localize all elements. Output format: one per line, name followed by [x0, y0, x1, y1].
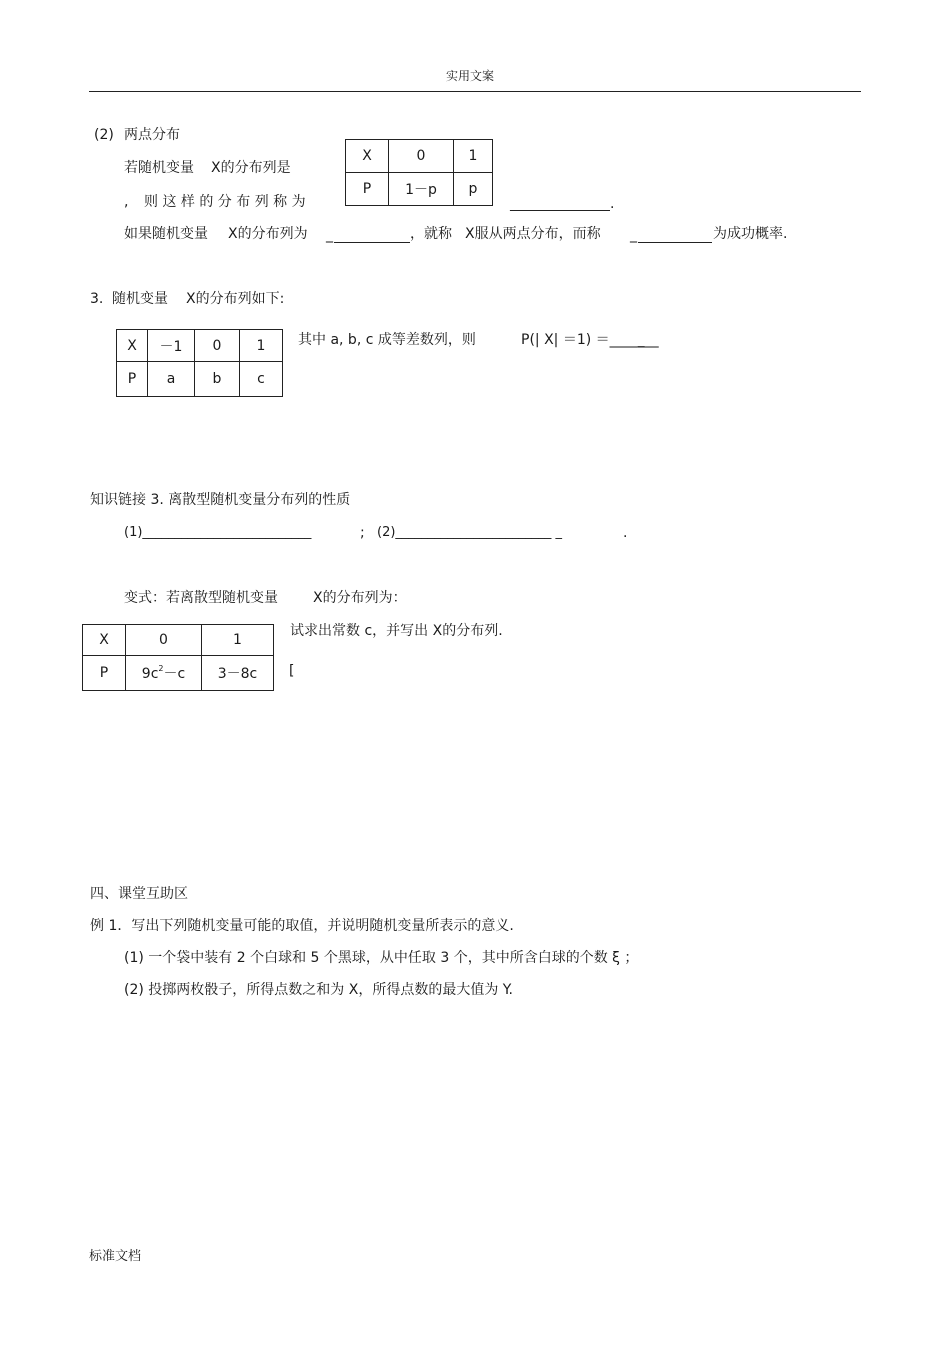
page-footer-label: 标准文档: [89, 1249, 142, 1264]
variant-bracket: [: [289, 663, 295, 679]
two-point-cell: 1: [454, 140, 493, 173]
two-point-blank-1: [334, 242, 410, 243]
variant-intro-b: X的分布列为：: [313, 590, 407, 606]
q3-prob-tail: __: [644, 332, 659, 348]
two-point-heading-num: (2): [94, 127, 114, 143]
variant-intro-a: 变式：若离散型随机变量: [124, 590, 278, 606]
two-point-cell: P: [346, 173, 389, 206]
q3-prob-blank: _: [637, 332, 645, 348]
two-point-line3a: 如果随机变量: [124, 226, 208, 242]
two-point-line3c: ，就称: [410, 226, 452, 242]
q3-title: 随机变量: [112, 291, 168, 307]
q3-condition: 其中 a, b, c 成等差数列，则: [298, 332, 476, 348]
two-point-table: [345, 139, 493, 206]
variant-cell: 3－8c: [202, 656, 274, 691]
q3-cell: c: [240, 362, 283, 397]
two-point-answer-blank: [510, 210, 610, 211]
link3-separator: ;: [360, 525, 365, 541]
two-point-line2-end: .: [610, 196, 615, 212]
variant-table: [82, 624, 274, 691]
two-point-cell: p: [454, 173, 493, 206]
two-point-line2-comma: ,: [124, 194, 129, 210]
q3-cell: b: [195, 362, 240, 397]
variant-expr-a: 9c: [141, 666, 159, 682]
two-point-line3d: X服从两点分布，而称: [465, 226, 601, 242]
variant-cell: P: [83, 656, 126, 691]
two-point-line3b: X的分布列为: [228, 226, 308, 242]
variant-cell-expr: [126, 656, 202, 691]
two-point-cell: 0: [389, 140, 454, 173]
q3-prob-text: P(| X| ＝1) ＝____: [521, 332, 638, 348]
q3-num: 3.: [90, 291, 104, 307]
page-header-title: 实用文案: [446, 69, 495, 83]
link3-property-1: (1)__________________________: [124, 525, 312, 540]
q3-cell: －1: [148, 330, 195, 362]
q3-title-b: X的分布列如下:: [186, 291, 285, 307]
section4-title: 四、课堂互助区: [90, 886, 188, 902]
two-point-line1b: X的分布列是: [211, 160, 291, 176]
variant-cell: 0: [126, 625, 202, 656]
variant-cell: 1: [202, 625, 274, 656]
two-point-line3-prefix: _: [326, 227, 333, 243]
variant-expr-sup: 2: [158, 664, 164, 673]
q3-cell: 1: [240, 330, 283, 362]
q3-table: [116, 329, 283, 397]
section4-item2: (2) 投掷两枚骰子，所得点数之和为 X，所得点数的最大值为 Y.: [124, 982, 513, 998]
header-rule: [89, 91, 861, 92]
two-point-blank-text: _____: [510, 197, 540, 211]
link3-property-2: (2)________________________ _: [377, 525, 563, 540]
section4-item1: (1) 一个袋中装有 2 个白球和 5 个黑球，从中任取 3 个，其中所含白球的个数 ξ ；: [124, 950, 639, 966]
two-point-line1a: 若随机变量: [124, 160, 194, 176]
variant-task: 试求出常数 c，并写出 X的分布列.: [290, 623, 503, 639]
variant-cell: X: [83, 625, 126, 656]
two-point-cell: 1－p: [389, 173, 454, 206]
two-point-cell: X: [346, 140, 389, 173]
link3-end: .: [623, 525, 628, 541]
two-point-heading: 两点分布: [124, 127, 180, 143]
link3-title: 知识链接 3. 离散型随机变量分布列的性质: [90, 492, 351, 508]
two-point-line3e: 为成功概率.: [713, 226, 788, 242]
q3-cell: X: [117, 330, 148, 362]
two-point-line3-prefix2: _: [630, 227, 637, 243]
two-point-line2: 则 这 样 的 分 布 列 称 为: [144, 194, 306, 210]
variant-expr-b: －c: [163, 666, 186, 682]
q3-probability: [521, 333, 659, 347]
q3-cell: a: [148, 362, 195, 397]
section4-example1: 例 1．写出下列随机变量可能的取值，并说明随机变量所表示的意义.: [90, 918, 514, 934]
q3-cell: P: [117, 362, 148, 397]
q3-cell: 0: [195, 330, 240, 362]
two-point-blank-2: [638, 242, 712, 243]
